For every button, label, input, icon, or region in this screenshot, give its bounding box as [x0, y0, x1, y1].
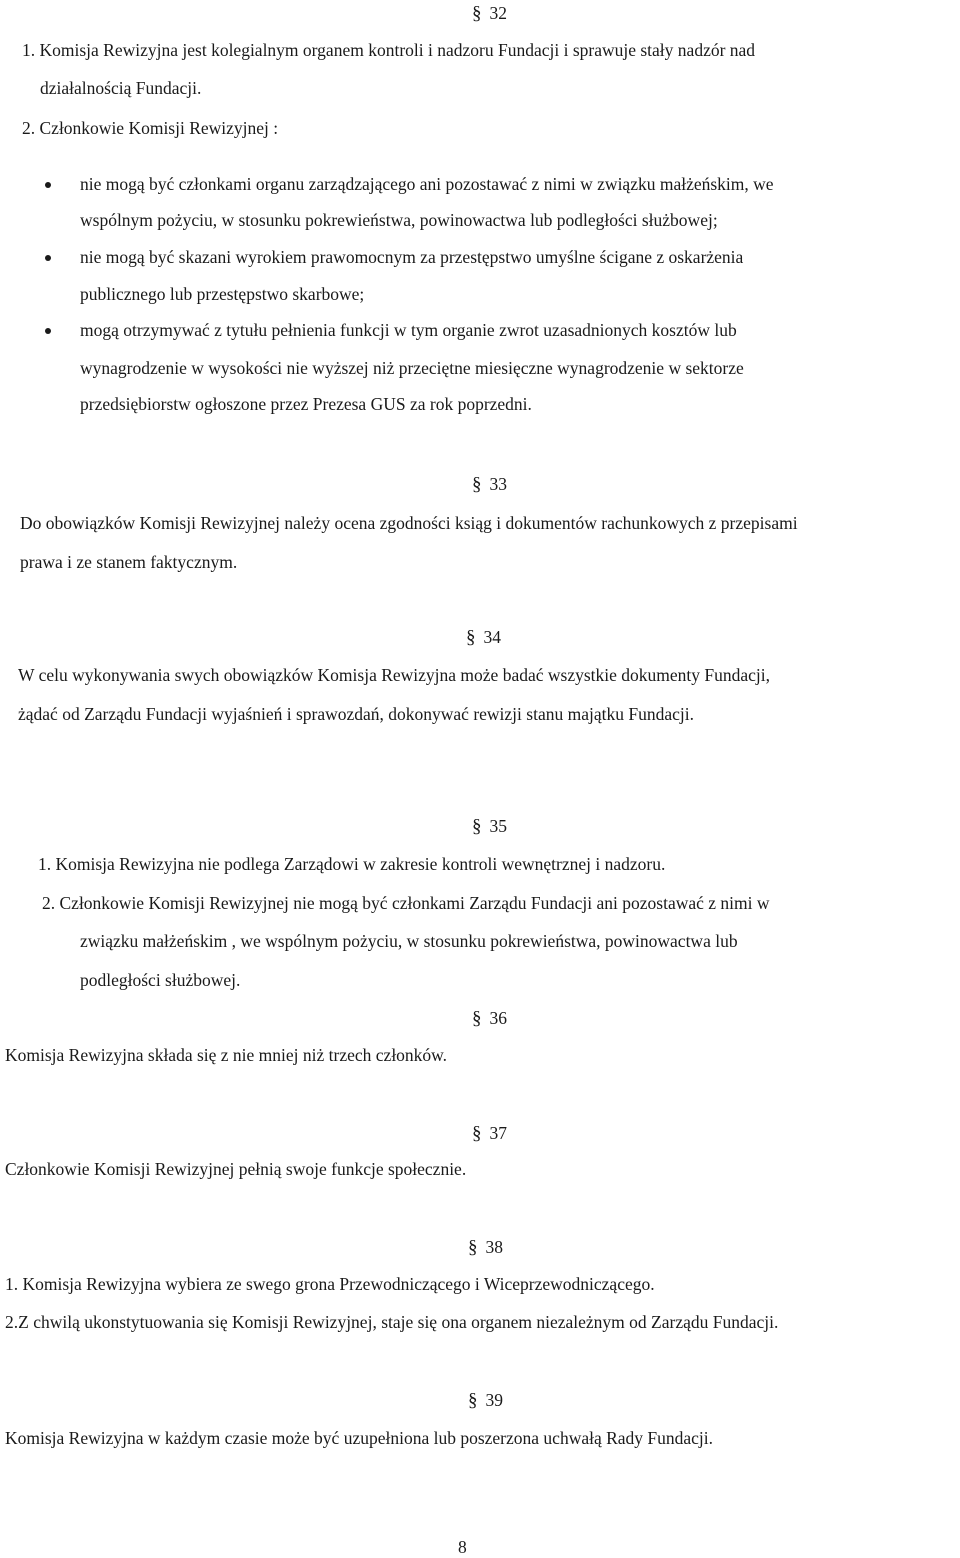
s32-bullet3-line1: mogą otrzymywać z tytułu pełnienia funkcji w tym organie zwrot uzasadnionych kosztów lub [80, 320, 737, 340]
s36-line1: Komisja Rewizyjna składa się z nie mniej niż trzech członków. [5, 1045, 448, 1065]
s35-p1: 1. Komisja Rewizyjna nie podlega Zarządowi w zakresie kontroli wewnętrznej i nadzoru. [38, 854, 666, 874]
s32-p1-line2: działalnością Fundacji. [40, 78, 202, 98]
s32-bullet3-line3: przedsiębiorstw ogłoszone przez Prezesa GUS za rok poprzedni. [80, 394, 532, 414]
bullet-icon [45, 255, 51, 261]
s32-bullet2-line1: nie mogą być skazani wyrokiem prawomocnym za przestępstwo umyślne ścigane z oskarżenia [80, 247, 744, 267]
s33-line1: Do obowiązków Komisji Rewizyjnej należy ocena zgodności ksiąg i dokumentów rachunkowych z przepisami [20, 513, 798, 533]
section-heading-38: § 38 [468, 1237, 503, 1258]
section-sign-icon: § [468, 1237, 478, 1258]
section-heading-33: § 33 [472, 474, 507, 495]
page-number: 8 [458, 1537, 467, 1557]
section-sign-icon: § [466, 627, 476, 648]
s38-p2: 2.Z chwilą ukonstytuowania się Komisji Rewizyjnej, staje się ona organem niezależnym od Zarządu Fundacji. [5, 1312, 779, 1332]
s35-p2-line1: 2. Członkowie Komisji Rewizyjnej nie mogą być członkami Zarządu Fundacji ani pozostawać z nimi w [42, 893, 770, 913]
s37-line1: Członkowie Komisji Rewizyjnej pełnią swoje funkcje społecznie. [5, 1159, 467, 1179]
section-sign-icon: § [472, 816, 482, 837]
section-heading-39: § 39 [468, 1390, 503, 1411]
bullet-icon [45, 182, 51, 188]
s32-bullet1-line1: nie mogą być członkami organu zarządzającego ani pozostawać z nimi w związku małżeńskim, we [80, 174, 774, 194]
s32-bullet2-line2: publicznego lub przestępstwo skarbowe; [80, 284, 365, 304]
section-heading-36: § 36 [472, 1008, 507, 1029]
section-sign-icon: § [472, 3, 482, 24]
s32-p1-line1: 1. Komisja Rewizyjna jest kolegialnym organem kontroli i nadzoru Fundacji i sprawuje stały nadzór nad [22, 40, 756, 60]
s35-p2-line3: podległości służbowej. [80, 970, 241, 990]
section-heading-35: § 35 [472, 816, 507, 837]
s39-line1: Komisja Rewizyjna w każdym czasie może być uzupełniona lub poszerzona uchwałą Rady Fundacji. [5, 1428, 714, 1448]
section-sign-icon: § [472, 474, 482, 495]
section-heading-37: § 37 [472, 1123, 507, 1144]
s34-line1: W celu wykonywania swych obowiązków Komisja Rewizyjna może badać wszystkie dokumenty Fundacji, [18, 665, 770, 685]
s34-line2: żądać od Zarządu Fundacji wyjaśnień i sprawozdań, dokonywać rewizji stanu majątku Fundacji. [18, 704, 694, 724]
s35-p2-line2: związku małżeńskim , we wspólnym pożyciu, w stosunku pokrewieństwa, powinowactwa lub [80, 931, 738, 951]
section-sign-icon: § [472, 1008, 482, 1029]
section-sign-icon: § [472, 1123, 482, 1144]
s32-p2: 2. Członkowie Komisji Rewizyjnej : [22, 118, 279, 138]
s32-bullet3-line2: wynagrodzenie w wysokości nie wyższej niż przeciętne miesięczne wynagrodzenie w sektorze [80, 358, 744, 378]
bullet-icon [45, 328, 51, 334]
s33-line2: prawa i ze stanem faktycznym. [20, 552, 238, 572]
section-heading-32: § 32 [472, 3, 507, 24]
section-heading-34: § 34 [466, 627, 501, 648]
s32-bullet1-line2: wspólnym pożyciu, w stosunku pokrewieństwa, powinowactwa lub podległości służbowej; [80, 210, 718, 230]
section-sign-icon: § [468, 1390, 478, 1411]
s38-p1: 1. Komisja Rewizyjna wybiera ze swego grona Przewodniczącego i Wiceprzewodniczącego. [5, 1274, 655, 1294]
